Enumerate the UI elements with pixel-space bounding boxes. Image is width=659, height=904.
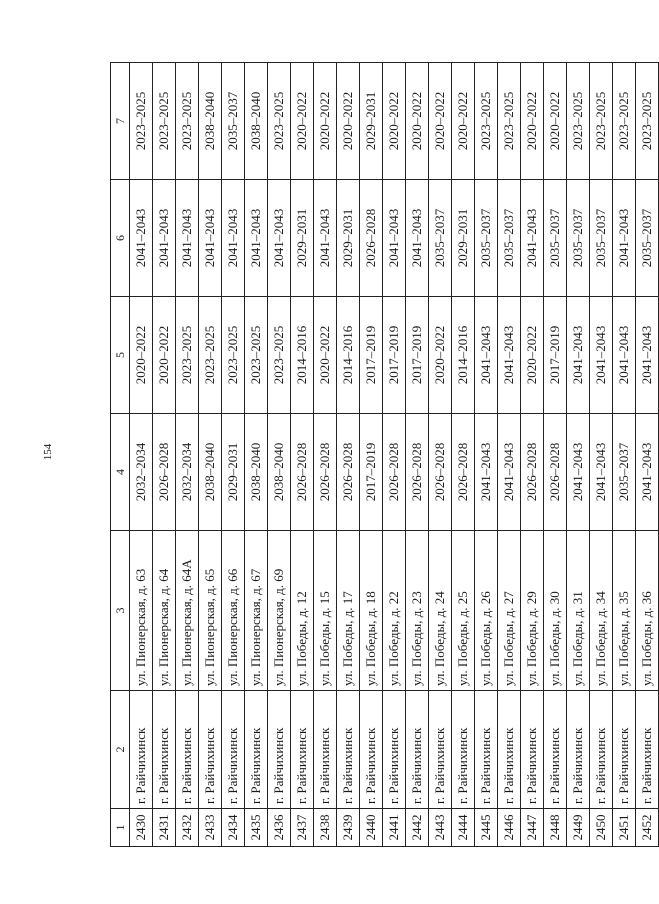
table-row	[130, 63, 153, 847]
period-col5-cell: 2023–2025	[222, 297, 245, 414]
city-cell: г. Райчихинск	[176, 691, 199, 809]
city-cell: г. Райчихинск	[153, 691, 176, 809]
period-col7-cell: 2020–2022	[337, 63, 360, 180]
period-col4-cell: 2026–2028	[153, 414, 176, 531]
period-col5-cell: 2017–2019	[383, 297, 406, 414]
period-col4-cell: 2041–2043	[475, 414, 498, 531]
period-col4-cell: 2026–2028	[337, 414, 360, 531]
period-col6-cell: 2035–2037	[498, 180, 521, 297]
period-col5-cell: 2017–2019	[406, 297, 429, 414]
city-cell: г. Райчихинск	[498, 691, 521, 809]
table-row	[406, 63, 429, 847]
period-col7-cell: 2023–2025	[590, 63, 613, 180]
address-cell: ул. Победы, д. 18	[360, 531, 383, 691]
city-cell: г. Райчихинск	[636, 691, 659, 809]
row-number-cell: 2449	[567, 809, 590, 847]
table-row	[636, 63, 659, 847]
period-col6-cell: 2035–2037	[544, 180, 567, 297]
period-col5-cell: 2023–2025	[245, 297, 268, 414]
period-col5-cell: 2041–2043	[498, 297, 521, 414]
city-cell: г. Райчихинск	[475, 691, 498, 809]
header-cell: 5	[111, 297, 130, 414]
address-cell: ул. Победы, д. 22	[383, 531, 406, 691]
period-col5-cell: 2023–2025	[268, 297, 291, 414]
table-row	[498, 63, 521, 847]
period-col6-cell: 2041–2043	[406, 180, 429, 297]
address-cell: ул. Победы, д. 26	[475, 531, 498, 691]
table-row	[245, 63, 268, 847]
table-row	[613, 63, 636, 847]
table-row	[314, 63, 337, 847]
period-col7-cell: 2023–2025	[475, 63, 498, 180]
table-row	[360, 63, 383, 847]
period-col6-cell: 2029–2031	[452, 180, 475, 297]
schedule-table	[110, 62, 659, 847]
table-container	[110, 63, 654, 847]
address-cell: ул. Пионерская, д. 65	[199, 531, 222, 691]
city-cell: г. Райчихинск	[429, 691, 452, 809]
city-cell: г. Райчихинск	[383, 691, 406, 809]
period-col4-cell: 2017–2019	[360, 414, 383, 531]
city-cell: г. Райчихинск	[222, 691, 245, 809]
period-col4-cell: 2041–2043	[590, 414, 613, 531]
address-cell: ул. Победы, д. 23	[406, 531, 429, 691]
city-cell: г. Райчихинск	[544, 691, 567, 809]
period-col4-cell: 2038–2040	[245, 414, 268, 531]
period-col6-cell: 2041–2043	[268, 180, 291, 297]
period-col7-cell: 2020–2022	[291, 63, 314, 180]
city-cell: г. Райчихинск	[291, 691, 314, 809]
period-col5-cell: 2023–2025	[199, 297, 222, 414]
period-col6-cell: 2029–2031	[337, 180, 360, 297]
period-col4-cell: 2029–2031	[222, 414, 245, 531]
period-col7-cell: 2023–2025	[613, 63, 636, 180]
city-cell: г. Райчихинск	[268, 691, 291, 809]
row-number-cell: 2438	[314, 809, 337, 847]
table-row	[521, 63, 544, 847]
period-col4-cell: 2032–2034	[130, 414, 153, 531]
period-col5-cell: 2041–2043	[613, 297, 636, 414]
period-col7-cell: 2020–2022	[314, 63, 337, 180]
period-col5-cell: 2041–2043	[475, 297, 498, 414]
row-number-cell: 2448	[544, 809, 567, 847]
period-col7-cell: 2038–2040	[245, 63, 268, 180]
period-col5-cell: 2020–2022	[429, 297, 452, 414]
city-cell: г. Райчихинск	[567, 691, 590, 809]
header-cell: 1	[111, 809, 130, 847]
period-col5-cell: 2020–2022	[153, 297, 176, 414]
table-row	[452, 63, 475, 847]
city-cell: г. Райчихинск	[590, 691, 613, 809]
period-col6-cell: 2035–2037	[590, 180, 613, 297]
city-cell: г. Райчихинск	[521, 691, 544, 809]
address-cell: ул. Победы, д. 27	[498, 531, 521, 691]
period-col6-cell: 2041–2043	[521, 180, 544, 297]
period-col5-cell: 2017–2019	[360, 297, 383, 414]
period-col4-cell: 2026–2028	[291, 414, 314, 531]
period-col4-cell: 2026–2028	[429, 414, 452, 531]
period-col6-cell: 2041–2043	[199, 180, 222, 297]
period-col4-cell: 2041–2043	[498, 414, 521, 531]
period-col7-cell: 2023–2025	[567, 63, 590, 180]
address-cell: ул. Победы, д. 36	[636, 531, 659, 691]
period-col4-cell: 2026–2028	[544, 414, 567, 531]
period-col5-cell: 2020–2022	[521, 297, 544, 414]
period-col6-cell: 2035–2037	[636, 180, 659, 297]
address-cell: ул. Пионерская, д. 67	[245, 531, 268, 691]
period-col7-cell: 2023–2025	[176, 63, 199, 180]
table-row	[291, 63, 314, 847]
period-col7-cell: 2038–2040	[199, 63, 222, 180]
table-row	[429, 63, 452, 847]
period-col4-cell: 2041–2043	[567, 414, 590, 531]
period-col7-cell: 2029–2031	[360, 63, 383, 180]
row-number-cell: 2452	[636, 809, 659, 847]
table-row	[383, 63, 406, 847]
address-cell: ул. Победы, д. 15	[314, 531, 337, 691]
address-cell: ул. Победы, д. 24	[429, 531, 452, 691]
period-col4-cell: 2032–2034	[176, 414, 199, 531]
address-cell: ул. Пионерская, д. 63	[130, 531, 153, 691]
address-cell: ул. Победы, д. 17	[337, 531, 360, 691]
address-cell: ул. Победы, д. 34	[590, 531, 613, 691]
header-cell: 3	[111, 531, 130, 691]
row-number-cell: 2447	[521, 809, 544, 847]
address-cell: ул. Победы, д. 25	[452, 531, 475, 691]
period-col7-cell: 2023–2025	[498, 63, 521, 180]
table-row	[544, 63, 567, 847]
row-number-cell: 2451	[613, 809, 636, 847]
period-col4-cell: 2026–2028	[452, 414, 475, 531]
row-number-cell: 2432	[176, 809, 199, 847]
header-cell: 7	[111, 63, 130, 180]
period-col5-cell: 2023–2025	[176, 297, 199, 414]
period-col4-cell: 2041–2043	[636, 414, 659, 531]
table-row	[153, 63, 176, 847]
period-col6-cell: 2041–2043	[176, 180, 199, 297]
city-cell: г. Райчихинск	[406, 691, 429, 809]
table-row	[176, 63, 199, 847]
period-col4-cell: 2035–2037	[613, 414, 636, 531]
period-col6-cell: 2041–2043	[130, 180, 153, 297]
city-cell: г. Райчихинск	[314, 691, 337, 809]
period-col7-cell: 2023–2025	[153, 63, 176, 180]
period-col4-cell: 2038–2040	[268, 414, 291, 531]
period-col7-cell: 2023–2025	[130, 63, 153, 180]
period-col6-cell: 2041–2043	[245, 180, 268, 297]
address-cell: ул. Пионерская, д. 66	[222, 531, 245, 691]
period-col4-cell: 2026–2028	[406, 414, 429, 531]
address-cell: ул. Пионерская, д. 64	[153, 531, 176, 691]
period-col7-cell: 2020–2022	[452, 63, 475, 180]
table-row	[222, 63, 245, 847]
row-number-cell: 2443	[429, 809, 452, 847]
city-cell: г. Райчихинск	[613, 691, 636, 809]
row-number-cell: 2430	[130, 809, 153, 847]
period-col5-cell: 2020–2022	[130, 297, 153, 414]
period-col6-cell: 2029–2031	[291, 180, 314, 297]
row-number-cell: 2444	[452, 809, 475, 847]
row-number-cell: 2435	[245, 809, 268, 847]
address-cell: ул. Победы, д. 29	[521, 531, 544, 691]
row-number-cell: 2450	[590, 809, 613, 847]
address-cell: ул. Победы, д. 35	[613, 531, 636, 691]
period-col7-cell: 2020–2022	[383, 63, 406, 180]
period-col5-cell: 2041–2043	[636, 297, 659, 414]
period-col6-cell: 2035–2037	[429, 180, 452, 297]
period-col6-cell: 2035–2037	[475, 180, 498, 297]
table-row	[567, 63, 590, 847]
period-col6-cell: 2026–2028	[360, 180, 383, 297]
period-col5-cell: 2041–2043	[567, 297, 590, 414]
row-number-cell: 2433	[199, 809, 222, 847]
address-cell: ул. Пионерская, д. 64А	[176, 531, 199, 691]
row-number-cell: 2439	[337, 809, 360, 847]
address-cell: ул. Победы, д. 12	[291, 531, 314, 691]
row-number-cell: 2434	[222, 809, 245, 847]
period-col7-cell: 2020–2022	[544, 63, 567, 180]
period-col7-cell: 2020–2022	[429, 63, 452, 180]
period-col5-cell: 2014–2016	[337, 297, 360, 414]
table-row	[590, 63, 613, 847]
row-number-cell: 2442	[406, 809, 429, 847]
period-col7-cell: 2035–2037	[222, 63, 245, 180]
period-col5-cell: 2014–2016	[291, 297, 314, 414]
table-row	[337, 63, 360, 847]
period-col5-cell: 2041–2043	[590, 297, 613, 414]
period-col5-cell: 2014–2016	[452, 297, 475, 414]
city-cell: г. Райчихинск	[199, 691, 222, 809]
city-cell: г. Райчихинск	[245, 691, 268, 809]
city-cell: г. Райчихинск	[452, 691, 475, 809]
row-number-cell: 2440	[360, 809, 383, 847]
city-cell: г. Райчихинск	[337, 691, 360, 809]
table-row	[268, 63, 291, 847]
period-col6-cell: 2035–2037	[567, 180, 590, 297]
period-col4-cell: 2026–2028	[314, 414, 337, 531]
period-col6-cell: 2041–2043	[314, 180, 337, 297]
city-cell: г. Райчихинск	[130, 691, 153, 809]
period-col6-cell: 2041–2043	[613, 180, 636, 297]
header-cell: 4	[111, 414, 130, 531]
table-row	[199, 63, 222, 847]
address-cell: ул. Победы, д. 31	[567, 531, 590, 691]
page-number: 154	[42, 443, 54, 461]
address-cell: ул. Победы, д. 30	[544, 531, 567, 691]
period-col5-cell: 2017–2019	[544, 297, 567, 414]
period-col5-cell: 2020–2022	[314, 297, 337, 414]
row-number-cell: 2431	[153, 809, 176, 847]
period-col7-cell: 2020–2022	[406, 63, 429, 180]
period-col4-cell: 2038–2040	[199, 414, 222, 531]
row-number-cell: 2436	[268, 809, 291, 847]
row-number-cell: 2446	[498, 809, 521, 847]
header-cell: 2	[111, 691, 130, 809]
period-col4-cell: 2026–2028	[383, 414, 406, 531]
period-col6-cell: 2041–2043	[222, 180, 245, 297]
period-col4-cell: 2026–2028	[521, 414, 544, 531]
period-col6-cell: 2041–2043	[153, 180, 176, 297]
period-col7-cell: 2023–2025	[268, 63, 291, 180]
city-cell: г. Райчихинск	[360, 691, 383, 809]
row-number-cell: 2437	[291, 809, 314, 847]
period-col6-cell: 2041–2043	[383, 180, 406, 297]
row-number-cell: 2441	[383, 809, 406, 847]
table-row	[475, 63, 498, 847]
period-col7-cell: 2020–2022	[521, 63, 544, 180]
row-number-cell: 2445	[475, 809, 498, 847]
period-col7-cell: 2023–2025	[636, 63, 659, 180]
address-cell: ул. Пионерская, д. 69	[268, 531, 291, 691]
header-cell: 6	[111, 180, 130, 297]
header-row	[111, 63, 130, 847]
